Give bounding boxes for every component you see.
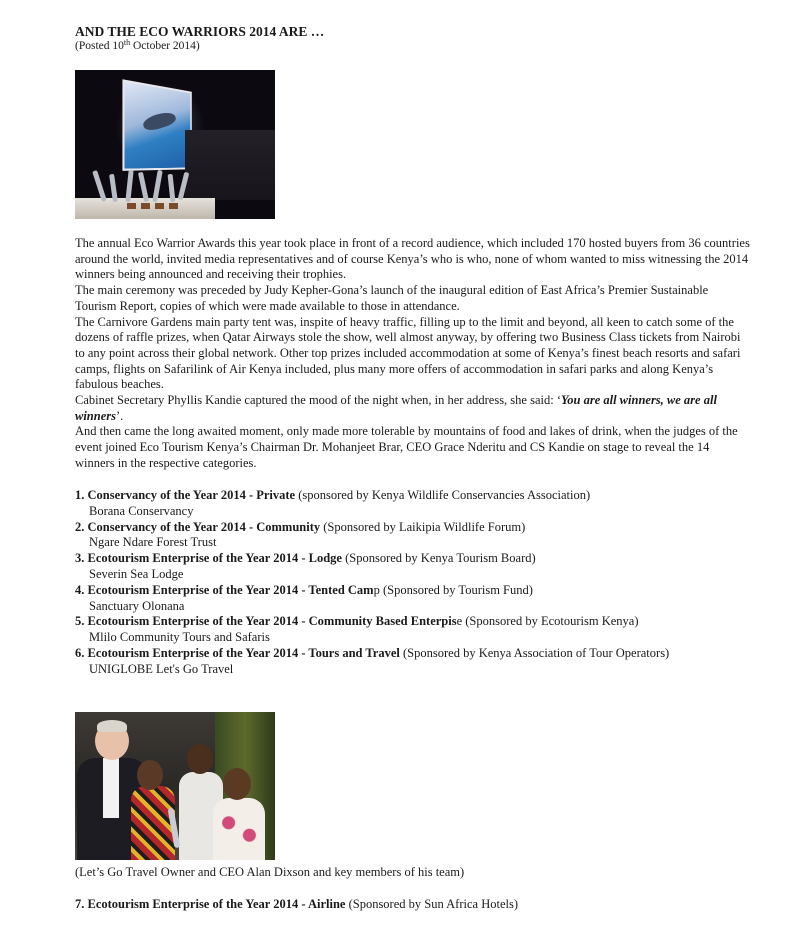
award-sponsor: (Sponsored by Tourism Fund) [379,582,533,597]
winner-item [75,583,751,615]
stage-screen [122,79,191,171]
person [187,744,213,774]
awards-stage-photo [75,70,275,219]
award-sponsor: (Sponsored by Laikipia Wildlife Forum) [320,519,526,534]
award-recipient: Severin Sea Lodge [89,566,184,581]
award-category: 6. Ecotourism Enterprise of the Year 2014 - Tours and Travel [75,645,400,660]
award-category: 4. Ecotourism Enterprise of the Year 2014 - Tented Cam [75,582,374,597]
article-title: AND THE ECO WARRIORS 2014 ARE … [75,24,325,39]
winner-item [75,520,751,552]
award-recipient: Borana Conservancy [89,503,194,518]
paragraph [75,393,751,424]
posted-suffix: October 2014) [130,40,200,52]
award-sponsor: (sponsored by Kenya Wildlife Conservancies Association) [295,488,591,502]
award-category: 1. Conservancy of the Year 2014 - Private [75,488,296,502]
award-sponsor: (Sponsored by Ecotourism Kenya) [462,614,639,629]
award-category: 5. Ecotourism Enterprise of the Year 2014 - Community Based Enterpis [75,614,457,629]
winner-item [75,614,751,646]
kandie-quote: You are all winners, we are all winners [75,393,717,423]
award-category: 2. Conservancy of the Year 2014 - Community [75,519,321,534]
award-sponsor: (Sponsored by Kenya Tourism Board) [341,551,536,566]
paragraph: The main ceremony was preceded by Judy Kepher-Gona’s launch of the inaugural edition of East Africa’s Premier Sustainable Tourism Report, copies of which were made available to those in attendance. [75,283,709,313]
paragraph: And then came the long awaited moment, only made more tolerable by mountains of food and lakes of drink, when the judges of the event joined Eco Tourism Kenya’s Chairman Dr. Mohanjeet Brar, CEO Grace Nderitu and CS Kandie on stage to reveal the 14 winners in the respective categories. [75,424,738,470]
winners-list [75,488,751,678]
article [75,24,755,911]
award-sponsor: (Sponsored by Kenya Association of Tour Operators) [399,645,670,660]
award-category-tail: p [373,582,380,597]
award-sponsor: (Sponsored by Sun Africa Hotels) [345,897,518,911]
quote-intro: Cabinet Secretary Phyllis Kandie captured the mood of the night when, in her address, she said: ‘ [75,393,561,408]
posted-date [75,40,755,53]
award-category-tail: e [456,614,463,629]
award-recipient: Sanctuary Olonana [89,598,185,613]
person [223,768,251,800]
team-photo [75,712,275,860]
award-recipient: Ngare Ndare Forest Trust [89,535,217,550]
award-category: 7. Ecotourism Enterprise of the Year 2014 - Airline [75,897,346,911]
quote-close: ’. [116,408,124,423]
winner-item [75,897,751,912]
person [137,760,163,790]
article-body [75,236,751,472]
photo-caption: (Let’s Go Travel Owner and CEO Alan Dixson and key members of his team) [75,865,465,879]
winner-item [75,646,751,678]
winner-item [75,488,751,520]
paragraph: The Carnivore Gardens main party tent was, inspite of heavy traffic, filling up to the limit and beyond, all keen to catch some of the dozens of raffle prizes, when Qatar Airways stole the show, well almost anyway, by offering two Business Class tickets from Nairobi to any point across their global network. Other top prizes included accommodation at some of Kenya’s finest beach resorts and safari camps, flights on Safarilink of Air Kenya included, plus many more offers of accommodation in safari parks and along Kenya’s fabulous beaches. [75,314,741,392]
dolphin-image [141,110,177,134]
posted-prefix: (Posted 10 [75,40,124,52]
paragraph: The annual Eco Warrior Awards this year took place in front of a record audience, which included 170 hosted buyers from 36 countries around the world, invited media representatives and of course Kenya’s who is who, none of whom wanted to miss witnessing the 2014 winners being announced and receiving their trophies. [75,236,750,282]
award-category: 3. Ecotourism Enterprise of the Year 2014 - Lodge [75,551,342,566]
winner-item [75,551,751,583]
posted-ordinal: th [123,38,131,47]
award-recipient: UNIGLOBE Let's Go Travel [89,661,234,676]
award-recipient: Mlilo Community Tours and Safaris [89,630,270,645]
